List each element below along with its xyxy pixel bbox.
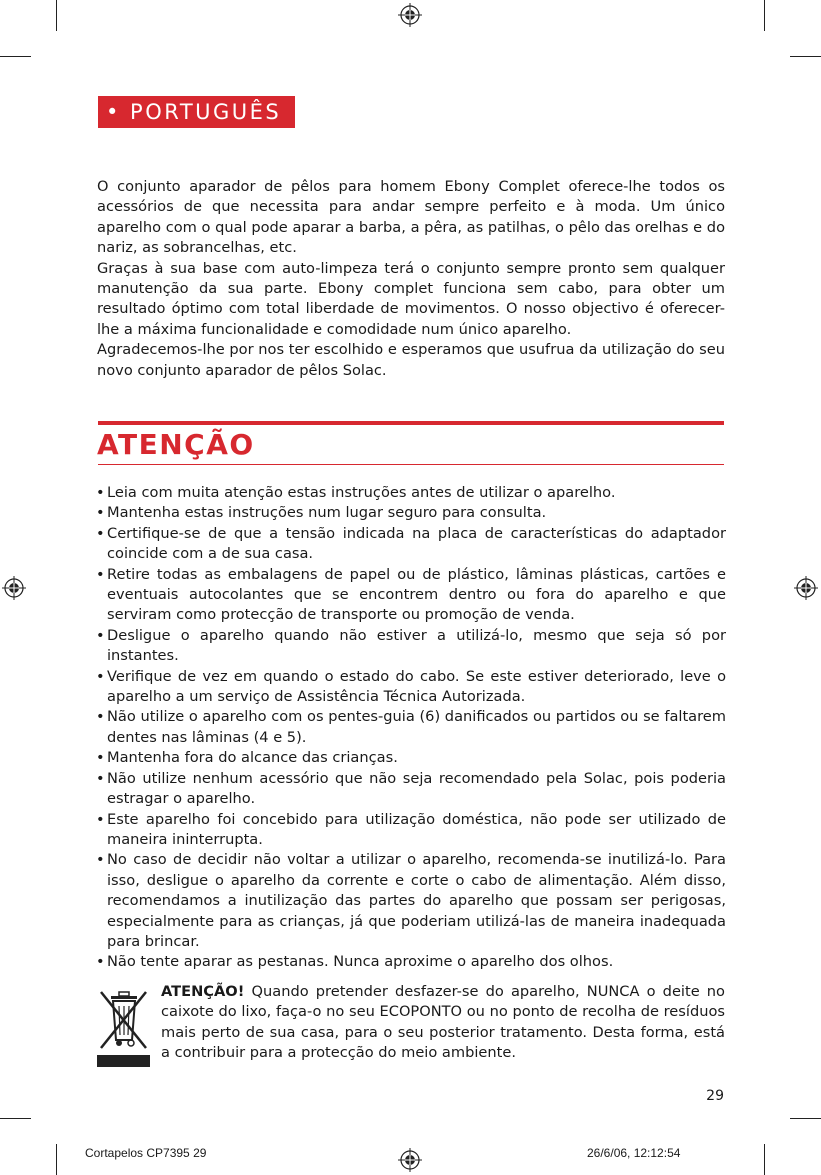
warnings-list [96, 483, 726, 973]
page-number: 29 [706, 1088, 724, 1104]
crop-mark [790, 56, 821, 57]
crop-mark [790, 1118, 821, 1119]
crop-mark [56, 0, 57, 31]
heading-underline [98, 464, 724, 465]
section-divider [98, 421, 724, 425]
list-item: • Retire todas as embalagens de papel ou de plástico, lâminas plásticas, cartões e eventuais autocolantes que se encontrem dentro ou fora do aparelho e que serviram como protecção de transporte ou promoção de venda. [96, 565, 726, 626]
intro-paragraph: O conjunto aparador de pêlos para homem Ebony Complet oferece-lhe todos os acessórios de que necessita para andar sempre perfeito e à moda. Um único aparelho com o qual pode aparar a barba, a pêra, as patilhas, o pêlo das orelhas e do nariz, as sobrancelhas, etc. [97, 178, 725, 257]
footer-file-label: Cortapelos CP7395 29 [85, 1146, 207, 1160]
crop-mark [56, 1144, 57, 1175]
crossed-bin-icon [97, 988, 150, 1067]
list-item: • Não tente aparar as pestanas. Nunca aproxime o aparelho dos olhos. [96, 952, 726, 972]
footer-timestamp: 26/6/06, 12:12:54 [587, 1146, 681, 1160]
crop-mark [764, 1144, 765, 1175]
disposal-label: ATENÇÃO! [161, 983, 245, 1000]
intro-text [97, 177, 725, 381]
language-tab: • PORTUGUÊS [98, 96, 295, 128]
list-item: • Não utilize o aparelho com os pentes-guia (6) danificados ou partidos ou se faltarem dentes nas lâminas (4 e 5). [96, 707, 726, 748]
list-item: • Mantenha estas instruções num lugar seguro para consulta. [96, 503, 726, 523]
registration-mark-icon [794, 576, 818, 600]
disposal-notice [161, 982, 725, 1064]
registration-mark-icon [2, 576, 26, 600]
list-item: • Desligue o aparelho quando não estiver a utilizá-lo, mesmo que seja só por instantes. [96, 626, 726, 667]
list-item: • Não utilize nenhum acessório que não seja recomendado pela Solac, pois poderia estragar o aparelho. [96, 769, 726, 810]
registration-mark-icon [398, 3, 422, 27]
list-item: • Leia com muita atenção estas instruções antes de utilizar o aparelho. [96, 483, 726, 503]
intro-paragraph: Graças à sua base com auto-limpeza terá o conjunto sempre pronto sem qualquer manutenção da sua parte. Ebony complet funciona sem cabo, para obter um resultado óptimo com total liberdade de movimentos. O nosso objectivo é oferecer-lhe a máxima funcionalidade e comodidade num único aparelho. [97, 259, 725, 338]
list-item: • Verifique de vez em quando o estado do cabo. Se este estiver deteriorado, leve o aparelho a um serviço de Assistência Técnica Autorizada. [96, 667, 726, 708]
list-item: • Certifique-se de que a tensão indicada na placa de características do adaptador coincide com a de sua casa. [96, 524, 726, 565]
list-item: • Mantenha fora do alcance das crianças. [96, 748, 726, 768]
registration-mark-icon [398, 1148, 422, 1172]
disposal-text: Quando pretender desfazer-se do aparelho, NUNCA o deite no caixote do lixo, faça-o no seu ECOPONTO ou no ponto de recolha de resíduos mais perto de sua casa, para o seu posterior tratamento. Desta forma, está a contribuir para a protecção do meio ambiente. [161, 983, 725, 1062]
list-item: • Este aparelho foi concebido para utilização doméstica, não pode ser utilizado de maneira ininterrupta. [96, 810, 726, 851]
crop-mark [0, 1118, 31, 1119]
section-heading: ATENÇÃO [97, 428, 255, 461]
intro-paragraph: Agradecemos-lhe por nos ter escolhido e esperamos que usufrua da utilização do seu novo conjunto aparador de pêlos Solac. [97, 341, 725, 379]
crop-mark [0, 56, 31, 57]
crop-mark [764, 0, 765, 31]
list-item: • No caso de decidir não voltar a utilizar o aparelho, recomenda-se inutilizá-lo. Para isso, desligue o aparelho da corrente e corte o cabo de alimentação. Além disso, recomendamos a inutilização das partes do aparelho que possam ser perigosas, especialmente para as crianças, já que poderiam utilizá-las de maneira inadequada para brincar. [96, 850, 726, 952]
